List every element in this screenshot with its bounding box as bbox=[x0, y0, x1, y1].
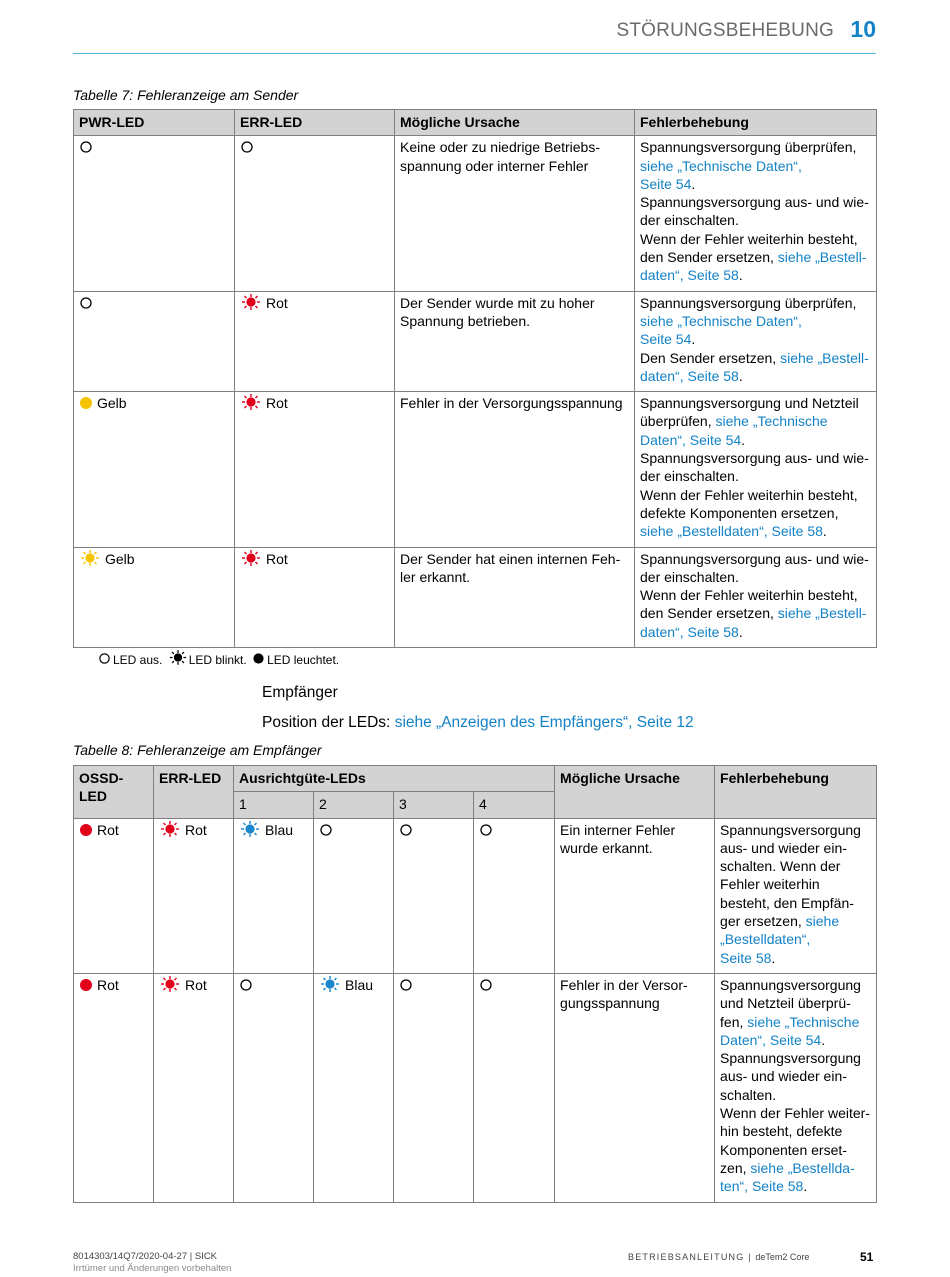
pwr-led-cell: Gelb bbox=[74, 547, 235, 647]
link-order-data[interactable]: siehe „Bestelldaten“, Seite 58 bbox=[640, 523, 823, 540]
align-led-4-cell bbox=[474, 973, 555, 1202]
col-header-err-led: ERR-LED bbox=[154, 766, 234, 819]
col-header-cause: Mögliche Ursache bbox=[555, 766, 715, 819]
section-number: 10 bbox=[850, 16, 876, 42]
table-header-row bbox=[74, 766, 877, 792]
cause-cell: Ein interner Fehler wurde erkannt. bbox=[555, 818, 715, 973]
fix-cell: Spannungsversorgung überprüfen, siehe „Technische Daten“, Seite 54. Spannungsversorgung aus- und wie- der einschalten. Wenn der Fehler weiterhin besteht, den Sender ersetzen, siehe „Bestell- daten“, Seite 58. bbox=[635, 136, 877, 291]
cause-cell: Keine oder zu niedrige Betriebs- spannung oder interner Fehler bbox=[395, 136, 635, 291]
led-off-icon bbox=[399, 978, 413, 992]
link-order-data-page[interactable]: ten“, Seite 58 bbox=[720, 1178, 804, 1195]
receiver-heading: Empfänger bbox=[262, 684, 338, 701]
link-order-data[interactable]: siehe bbox=[805, 913, 840, 930]
link-order-data[interactable]: siehe „Bestell- bbox=[777, 249, 867, 266]
led-off-icon bbox=[79, 296, 93, 310]
col-header-pwr-led: PWR-LED bbox=[74, 110, 235, 136]
err-led-cell: Rot bbox=[235, 291, 395, 391]
led-blink-red-icon bbox=[159, 976, 181, 992]
led-on-icon bbox=[252, 652, 265, 665]
col-header-cause: Mögliche Ursache bbox=[395, 110, 635, 136]
link-technical-data[interactable]: siehe „Technische Daten“, bbox=[640, 157, 802, 174]
align-led-3-cell bbox=[394, 818, 474, 973]
fix-cell: Spannungsversorgung und Netzteil überprüfen, siehe „Technische Daten“, Seite 54. Spannungsversorgung aus- und wie- der einschalten. Wenn der Fehler weiterhin besteht, defekte Komponenten ersetzen, siehe „Bestelldaten“, Seite 58. bbox=[635, 392, 877, 547]
cause-cell: Fehler in der Versorgungsspannung bbox=[395, 392, 635, 547]
led-off-icon bbox=[240, 140, 254, 154]
link-order-data-page[interactable]: daten“, Seite 58 bbox=[640, 367, 739, 384]
table7-caption: Tabelle 7: Fehleranzeige am Sender bbox=[73, 87, 299, 103]
align-led-1-cell: Blau bbox=[234, 818, 314, 973]
section-title: STÖRUNGSBEHEBUNG bbox=[616, 20, 834, 41]
pwr-led-cell bbox=[74, 291, 235, 391]
led-off-icon bbox=[239, 978, 253, 992]
link-technical-data[interactable]: siehe „Technische Daten“, bbox=[640, 312, 802, 329]
led-off-icon bbox=[98, 652, 111, 665]
pwr-led-cell bbox=[74, 136, 235, 291]
pwr-led-cell: Gelb bbox=[74, 392, 235, 547]
led-blink-blue-icon bbox=[319, 976, 341, 992]
led-off-icon bbox=[319, 823, 333, 837]
cause-cell: Der Sender hat einen internen Feh- ler erkannt. bbox=[395, 547, 635, 647]
table-row bbox=[74, 392, 877, 547]
col-header-err-led: ERR-LED bbox=[235, 110, 395, 136]
col-header-align-3: 3 bbox=[394, 792, 474, 818]
led-on-yellow-icon bbox=[79, 396, 93, 410]
err-led-cell: Rot bbox=[154, 973, 234, 1202]
led-off-icon bbox=[479, 978, 493, 992]
page-number: 51 bbox=[860, 1250, 874, 1264]
footer-left bbox=[73, 1251, 231, 1275]
align-led-2-cell bbox=[314, 818, 394, 973]
cause-cell: Der Sender wurde mit zu hoher Spannung betrieben. bbox=[395, 291, 635, 391]
link-order-data[interactable]: „Bestelldaten“, bbox=[720, 931, 811, 948]
table-row bbox=[74, 547, 877, 647]
link-technical-data-page[interactable]: Daten“, Seite 54 bbox=[640, 431, 742, 448]
fix-cell: Spannungsversorgung aus- und wieder ein- schalten. Wenn der Fehler weiterhin besteht, den Empfän- ger ersetzen, siehe „Bestelldaten“, Seite 58. bbox=[715, 818, 877, 973]
receiver-error-table bbox=[73, 765, 877, 1203]
footer-device: deTem2 Core bbox=[755, 1252, 810, 1262]
fix-cell: Spannungsversorgung und Netzteil überprü- fen, siehe „Technische Daten“, Seite 54. Spannungsversorgung aus- und wieder ein- schalten. Wenn der Fehler weiter- hin besteht, defekte Komponenten erset- zen, siehe „Bestellda- ten“, Seite 58. bbox=[715, 973, 877, 1202]
led-on-red-icon bbox=[79, 823, 93, 837]
table-header-row bbox=[74, 110, 877, 136]
align-led-4-cell bbox=[474, 818, 555, 973]
led-blink-red-icon bbox=[159, 821, 181, 837]
col-header-fix: Fehlerbehebung bbox=[715, 766, 877, 819]
led-off-icon bbox=[79, 140, 93, 154]
link-technical-data-page[interactable]: Seite 54 bbox=[640, 331, 692, 348]
fix-cell: Spannungsversorgung aus- und wie- der einschalten. Wenn der Fehler weiterhin besteht, den Sender ersetzen, siehe „Bestell- daten“, Seite 58. bbox=[635, 547, 877, 647]
footer-doc-id: 8014303/14Q7/2020-04-27 | SICK bbox=[73, 1251, 218, 1262]
led-blink-red-icon bbox=[240, 550, 262, 566]
err-led-cell: Rot bbox=[235, 547, 395, 647]
cause-cell: Fehler in der Versor- gungsspannung bbox=[555, 973, 715, 1202]
table-row bbox=[74, 818, 877, 973]
led-blink-icon bbox=[168, 650, 188, 665]
link-technical-data-page[interactable]: Seite 54 bbox=[640, 175, 692, 192]
footer-disclaimer: Irrtümer und Änderungen vorbehalten bbox=[73, 1263, 232, 1274]
col-header-align-1: 1 bbox=[234, 792, 314, 818]
table8-caption: Tabelle 8: Fehleranzeige am Empfänger bbox=[73, 742, 322, 758]
col-header-align-2: 2 bbox=[314, 792, 394, 818]
align-led-1-cell bbox=[234, 973, 314, 1202]
receiver-led-position: Position der LEDs: siehe „Anzeigen des Empfängers“, Seite 12 bbox=[262, 714, 694, 731]
link-order-data[interactable]: siehe „Bestellda- bbox=[750, 1159, 855, 1176]
led-on-red-icon bbox=[79, 978, 93, 992]
col-header-ossd-led: OSSD-LED bbox=[74, 766, 154, 819]
err-led-cell: Rot bbox=[235, 392, 395, 547]
link-receiver-displays[interactable]: siehe „Anzeigen des Empfängers“, Seite 12 bbox=[394, 714, 694, 731]
err-led-cell: Rot bbox=[154, 818, 234, 973]
table-row bbox=[74, 291, 877, 391]
link-order-data-page[interactable]: daten“, Seite 58 bbox=[640, 267, 739, 284]
link-order-data-page[interactable]: Seite 58 bbox=[720, 949, 772, 966]
led-blink-yellow-icon bbox=[79, 550, 101, 566]
link-technical-data[interactable]: siehe „Technische bbox=[715, 413, 828, 430]
col-header-fix: Fehlerbehebung bbox=[635, 110, 877, 136]
table-row bbox=[74, 973, 877, 1202]
led-off-icon bbox=[399, 823, 413, 837]
led-blink-red-icon bbox=[240, 294, 262, 310]
led-blink-red-icon bbox=[240, 394, 262, 410]
table-row bbox=[74, 136, 877, 291]
link-order-data[interactable]: siehe „Bestell- bbox=[780, 349, 869, 366]
err-led-cell bbox=[235, 136, 395, 291]
col-header-align-4: 4 bbox=[474, 792, 555, 818]
col-header-alignment-leds: Ausrichtgüte-LEDs bbox=[234, 766, 555, 792]
link-technical-data-page[interactable]: Daten“, Seite 54 bbox=[720, 1031, 822, 1048]
led-legend: LED aus. LED blinkt. LED leuchtet. bbox=[98, 650, 339, 667]
footer-manual: BETRIEBSANLEITUNG | deTem2 Core bbox=[628, 1252, 810, 1262]
link-technical-data[interactable]: siehe „Technische bbox=[747, 1013, 860, 1030]
sender-error-table bbox=[73, 109, 877, 648]
ossd-led-cell: Rot bbox=[74, 818, 154, 973]
page-header bbox=[73, 14, 876, 54]
link-order-data[interactable]: siehe „Bestell- bbox=[777, 605, 867, 622]
fix-cell: Spannungsversorgung überprüfen, siehe „Technische Daten“, Seite 54. Den Sender ersetzen, siehe „Bestell- daten“, Seite 58. bbox=[635, 291, 877, 391]
ossd-led-cell: Rot bbox=[74, 973, 154, 1202]
align-led-2-cell: Blau bbox=[314, 973, 394, 1202]
led-blink-blue-icon bbox=[239, 821, 261, 837]
link-order-data-page[interactable]: daten“, Seite 58 bbox=[640, 623, 739, 640]
led-off-icon bbox=[479, 823, 493, 837]
align-led-3-cell bbox=[394, 973, 474, 1202]
